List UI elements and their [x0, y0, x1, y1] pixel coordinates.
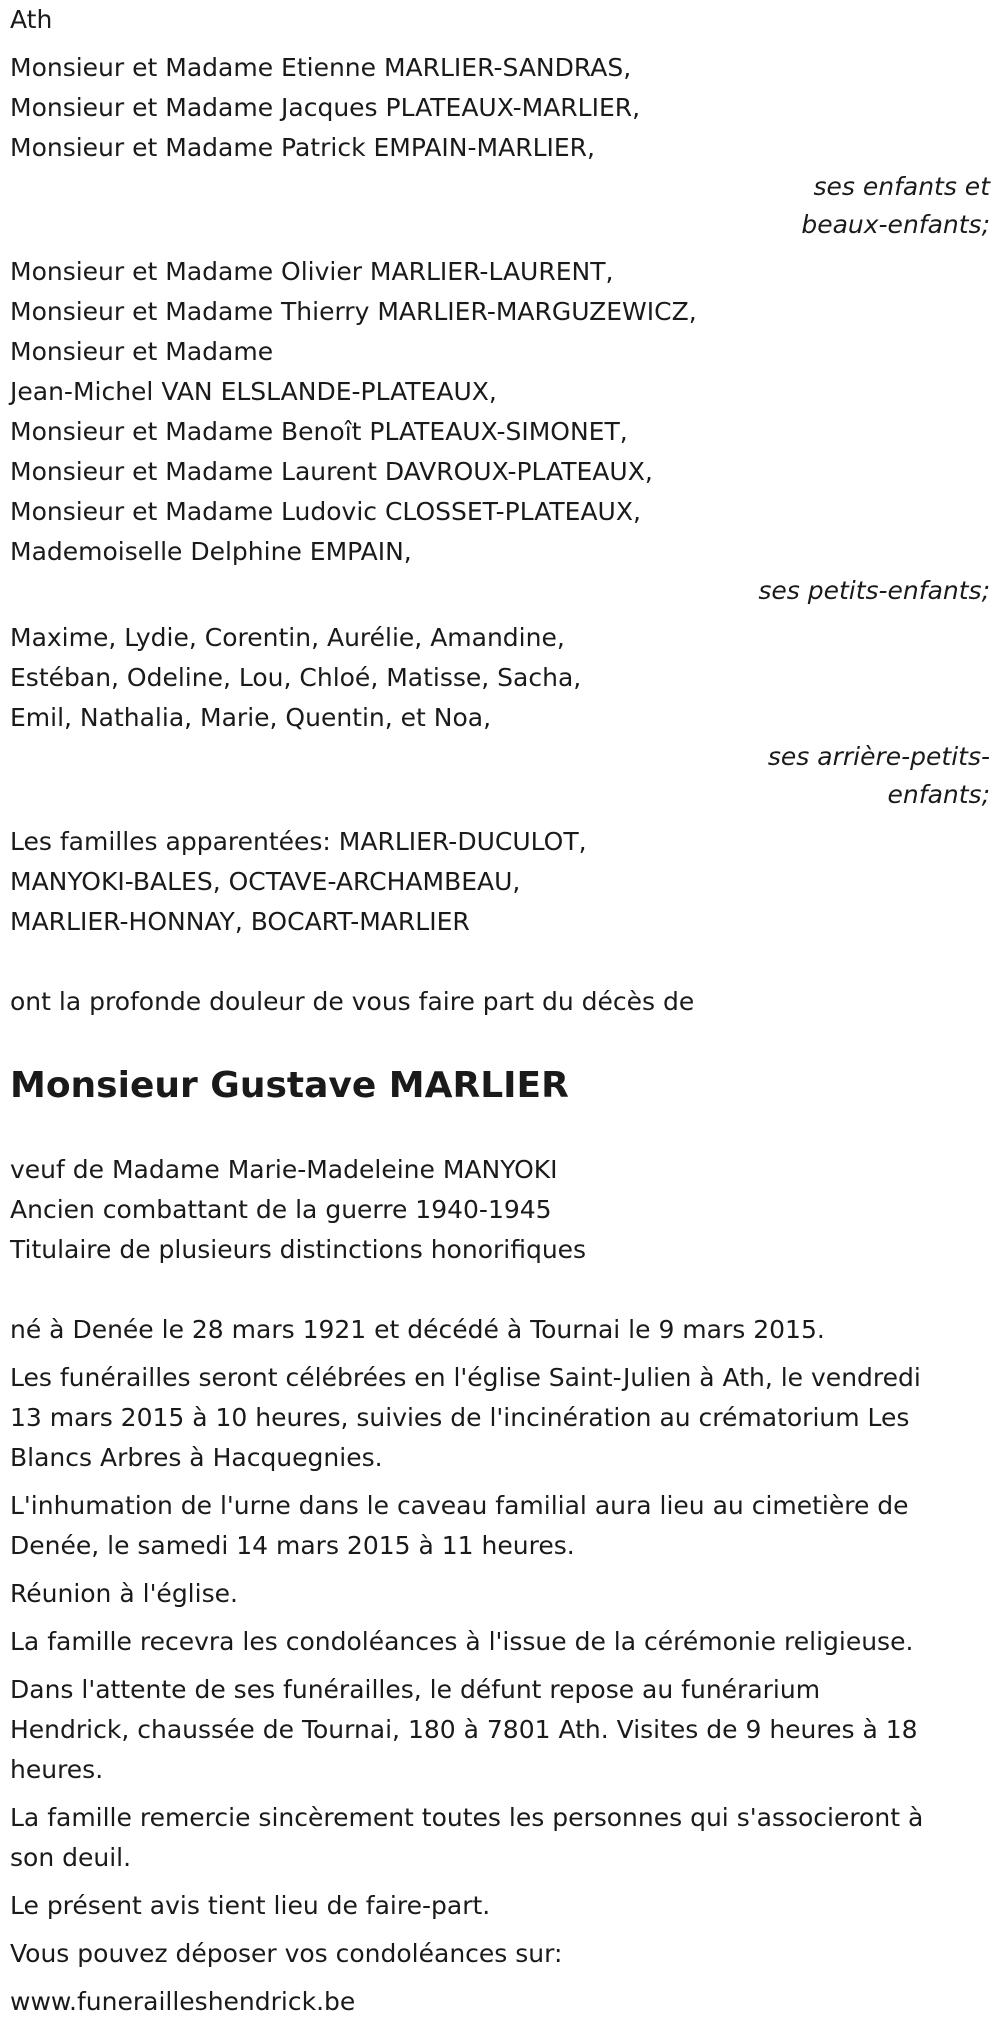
list-item: Monsieur et Madame Thierry MARLIER-MARGUZEWICZ, — [10, 297, 697, 326]
deceased-name: Monsieur Gustave MARLIER — [10, 1065, 569, 1106]
children-label-line-2: beaux-enfants; — [801, 210, 990, 239]
text-line: L'inhumation de l'urne dans le caveau familial aura lieu au cimetière de — [10, 1491, 909, 1520]
list-item: Monsieur et Madame Etienne MARLIER-SANDRAS, — [10, 53, 632, 82]
children-label-line-1: ses enfants et — [813, 172, 990, 201]
text-line: Les funérailles seront célébrées en l'église Saint-Julien à Ath, le vendredi — [10, 1363, 921, 1392]
list-item: Monsieur et Madame Patrick EMPAIN-MARLIER, — [10, 133, 595, 162]
list-item: Estéban, Odeline, Lou, Chloé, Matisse, Sacha, — [10, 663, 582, 692]
thanks-info — [10, 1798, 990, 1878]
great-grandchildren-label-line-2: enfants; — [887, 780, 990, 809]
list-item: Les familles apparentées: MARLIER-DUCULOT, — [10, 827, 587, 856]
text-line: Blancs Arbres à Hacquegnies. — [10, 1443, 383, 1472]
list-item: Monsieur et Madame Benoît PLATEAUX-SIMONET, — [10, 417, 628, 446]
list-item: veuf de Madame Marie-Madeleine MANYOKI — [10, 1155, 558, 1184]
list-item: MARLIER-HONNAY, BOCART-MARLIER — [10, 907, 470, 936]
great-grandchildren-label-line-1: ses arrière-petits- — [767, 742, 990, 771]
list-item: Maxime, Lydie, Corentin, Aurélie, Amandine, — [10, 623, 565, 652]
condolences-prompt: Vous pouvez déposer vos condoléances sur: — [10, 1939, 563, 1968]
text-line: Denée, le samedi 14 mars 2015 à 11 heures. — [10, 1531, 575, 1560]
list-item: Monsieur et Madame — [10, 337, 274, 366]
grandchildren-label: ses petits-enfants; — [758, 576, 990, 605]
funeral-info — [10, 1358, 990, 1478]
list-item: Monsieur et Madame Ludovic CLOSSET-PLATEAUX, — [10, 497, 641, 526]
related-families — [10, 822, 990, 942]
website-link[interactable]: www.funerailleshendrick.be — [10, 1987, 356, 2016]
grandchildren-list — [10, 252, 990, 572]
children-list — [10, 48, 990, 168]
list-item: Jean-Michel VAN ELSLANDE-PLATEAUX, — [10, 377, 497, 406]
text-line: Dans l'attente de ses funérailles, le défunt repose au funérarium — [10, 1675, 821, 1704]
text-line: Hendrick, chaussée de Tournai, 180 à 7801 Ath. Visites de 9 heures à 18 — [10, 1715, 918, 1744]
list-item: Titulaire de plusieurs distinctions honorifiques — [10, 1235, 587, 1264]
text-line: La famille remercie sincèrement toutes les personnes qui s'associeront à — [10, 1803, 924, 1832]
list-item: Monsieur et Madame Olivier MARLIER-LAURENT, — [10, 257, 614, 286]
list-item: Emil, Nathalia, Marie, Quentin, et Noa, — [10, 703, 492, 732]
text-line: heures. — [10, 1755, 104, 1784]
obituary-notice — [10, 0, 990, 2022]
great-grandchildren-list — [10, 618, 990, 738]
burial-info — [10, 1486, 990, 1566]
text-line: son deuil. — [10, 1843, 132, 1872]
location: Ath — [10, 5, 53, 34]
list-item: Monsieur et Madame Laurent DAVROUX-PLATEAUX, — [10, 457, 653, 486]
list-item: Monsieur et Madame Jacques PLATEAUX-MARLIER, — [10, 93, 641, 122]
notice: Le présent avis tient lieu de faire-part. — [10, 1891, 491, 1920]
funerarium-info — [10, 1670, 990, 1790]
announcement: ont la profonde douleur de vous faire part du décès de — [10, 987, 695, 1016]
condolences-info: La famille recevra les condoléances à l'issue de la cérémonie religieuse. — [10, 1627, 914, 1656]
meeting-info: Réunion à l'église. — [10, 1579, 238, 1608]
birth-death: né à Denée le 28 mars 1921 et décédé à Tournai le 9 mars 2015. — [10, 1315, 825, 1344]
list-item: MANYOKI-BALES, OCTAVE-ARCHAMBEAU, — [10, 867, 521, 896]
list-item: Ancien combattant de la guerre 1940-1945 — [10, 1195, 552, 1224]
deceased-details — [10, 1150, 990, 1270]
text-line: 13 mars 2015 à 10 heures, suivies de l'incinération au crématorium Les — [10, 1403, 910, 1432]
list-item: Mademoiselle Delphine EMPAIN, — [10, 537, 412, 566]
